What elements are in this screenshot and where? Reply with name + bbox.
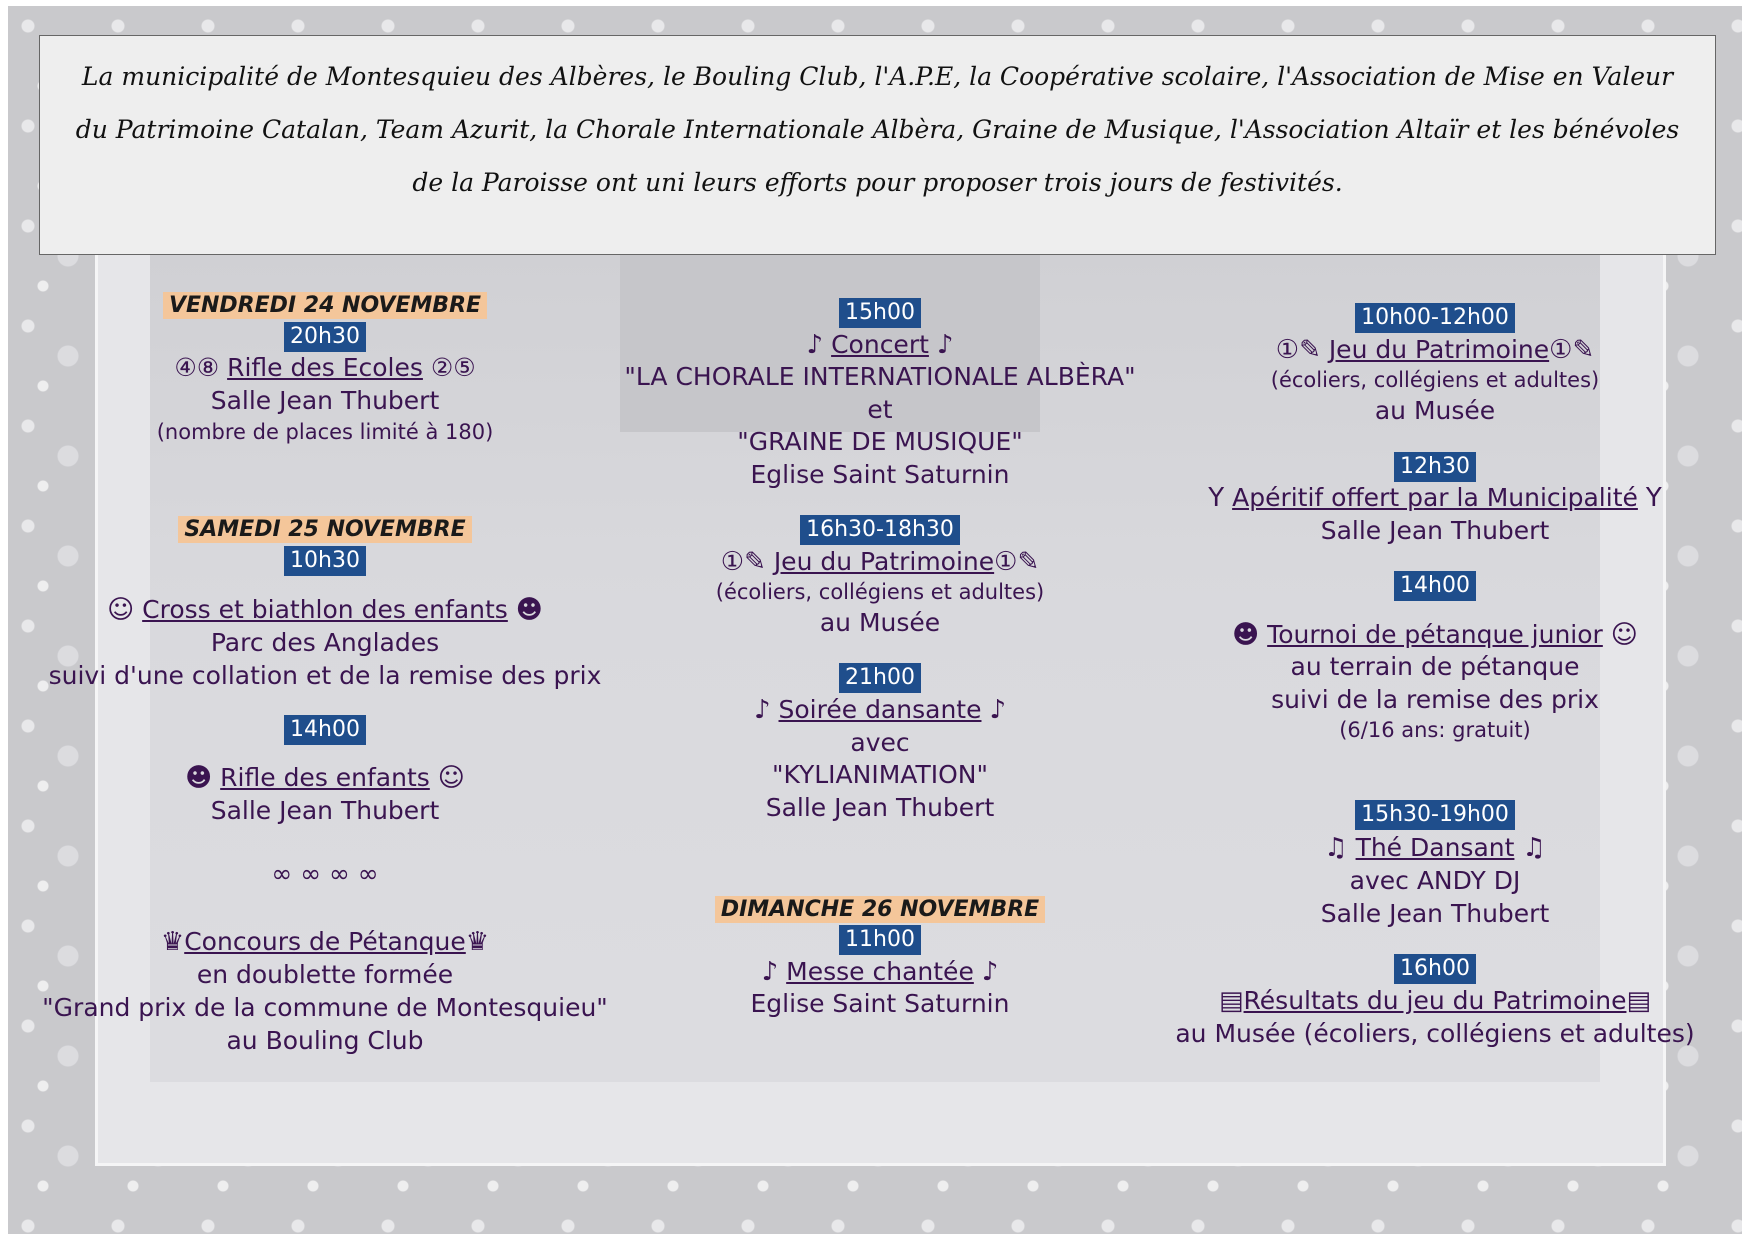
book-icon: ▤ <box>1218 986 1244 1016</box>
separator: ∞ ∞ ∞ ∞ <box>271 859 379 888</box>
time-badge: 15h00 <box>839 298 921 328</box>
time-badge: 14h00 <box>284 715 366 745</box>
event-line: avec ANDY DJ <box>1349 866 1521 895</box>
event-place: au Bouling Club <box>226 1026 424 1055</box>
smiley-icon: ☻ <box>1232 620 1260 650</box>
music-note-icon: ♪ <box>989 695 1007 725</box>
number-one-icon: ① <box>1549 335 1573 365</box>
event-line: "KYLIANIMATION" <box>771 760 988 789</box>
runner-icon: ☺ <box>107 595 135 625</box>
event-note: (nombre de places limité à 180) <box>156 420 494 444</box>
time-badge: 10h30 <box>284 546 366 576</box>
music-note-icon: ♪ <box>981 957 999 987</box>
book-icon: ▤ <box>1626 986 1652 1016</box>
event-line: (écoliers, collégiens et adultes) <box>715 580 1045 604</box>
pencil-icon: ✎ <box>744 547 766 577</box>
event-place: Salle Jean Thubert <box>765 793 995 822</box>
time-badge: 15h30-19h00 <box>1355 800 1515 830</box>
event-place: au Musée <box>819 608 941 637</box>
event-line: (écoliers, collégiens et adultes) <box>1270 368 1600 392</box>
event-title: Jeu du Patrimoine <box>1328 335 1550 364</box>
event-place: au Musée <box>1374 396 1496 425</box>
event-place: Salle Jean Thubert <box>210 796 440 825</box>
event-title: Apéritif offert par la Municipalité <box>1232 483 1638 512</box>
event-line: avec <box>850 728 910 757</box>
music-note-icon: ♪ <box>806 330 824 360</box>
number-one-icon: ① <box>1275 335 1300 365</box>
time-badge: 14h00 <box>1394 571 1476 601</box>
cocktail-glass-icon: Y <box>1645 483 1662 513</box>
music-note-icon: ♪ <box>936 330 954 360</box>
event-line: "Grand prix de la commune de Montesquieu" <box>42 993 608 1022</box>
cocktail-glass-icon: Y <box>1208 483 1225 513</box>
intro-box <box>39 35 1716 255</box>
time-badge: 21h00 <box>839 663 921 693</box>
event-place: Eglise Saint Saturnin <box>750 460 1010 489</box>
time-badge: 11h00 <box>839 925 921 955</box>
number-one-icon: ① <box>994 547 1018 577</box>
day-saturday: SAMEDI 25 NOVEMBRE <box>178 516 471 543</box>
smiley-icon: ☺ <box>437 763 465 793</box>
event-place: au Musée (écoliers, collégiens et adultes) <box>1175 1019 1695 1048</box>
time-badge: 16h30-18h30 <box>800 515 960 545</box>
event-place: Eglise Saint Saturnin <box>750 989 1010 1018</box>
event-title: Tournoi de pétanque junior <box>1267 620 1603 649</box>
pencil-icon: ✎ <box>1572 335 1595 365</box>
time-badge: 10h00-12h00 <box>1355 303 1515 333</box>
event-place: Salle Jean Thubert <box>210 386 440 415</box>
music-note-icon: ♪ <box>753 695 771 725</box>
event-place: Parc des Anglades <box>210 628 440 657</box>
number-one-icon: ① <box>720 547 745 577</box>
event-title: Jeu du Patrimoine <box>773 547 995 576</box>
event-title: Résultats du jeu du Patrimoine <box>1243 986 1627 1015</box>
decor-numbers: ②⑤ <box>430 353 476 382</box>
smiley-icon: ☻ <box>185 763 213 793</box>
event-line: et <box>867 395 893 424</box>
event-title: Concert <box>831 330 929 359</box>
event-line: "GRAINE DE MUSIQUE" <box>737 427 1023 456</box>
event-title: Cross et biathlon des enfants <box>142 595 508 624</box>
event-note: (6/16 ans: gratuit) <box>1339 718 1531 742</box>
intro-text: La municipalité de Montesquieu des Albères, le Bouling Club, l'A.P.E, la Coopérative scolaire, l'Association de Mise en Valeur du Patrimoine Catalan, Team Azurit, la Chorale Internationale Albèra, Graine de Musique, l'Association Altaïr et les bénévoles de la Paroisse ont uni leurs efforts pour proposer trois jours de festivités. <box>75 62 1680 197</box>
music-note-icon: ♫ <box>1324 833 1348 863</box>
music-note-icon: ♪ <box>761 957 779 987</box>
day-sunday: DIMANCHE 26 NOVEMBRE <box>715 896 1045 923</box>
event-line: "LA CHORALE INTERNATIONALE ALBÈRA" <box>624 362 1136 391</box>
event-line: en doublette formée <box>196 960 454 989</box>
event-line: suivi de la remise des prix <box>1271 685 1599 714</box>
event-title: Messe chantée <box>786 957 974 986</box>
event-title: Concours de Pétanque <box>184 927 466 956</box>
event-title: Rifle des enfants <box>220 763 430 792</box>
event-place: Salle Jean Thubert <box>1320 516 1550 545</box>
pencil-icon: ✎ <box>1299 335 1321 365</box>
event-line: au terrain de pétanque <box>1290 652 1580 681</box>
time-badge: 16h00 <box>1394 954 1476 984</box>
time-badge: 20h30 <box>284 322 366 352</box>
day-friday: VENDREDI 24 NOVEMBRE <box>163 292 487 319</box>
music-note-icon: ♫ <box>1522 833 1546 863</box>
decor-numbers: ④⑧ <box>174 353 220 382</box>
event-note: suivi d'une collation et de la remise des prix <box>48 661 602 690</box>
runner-icon: ☻ <box>515 595 543 625</box>
trophy-icon: ♛ <box>465 927 490 957</box>
event-title: Soirée dansante <box>778 695 982 724</box>
smiley-icon: ☺ <box>1610 620 1638 650</box>
trophy-icon: ♛ <box>160 927 185 957</box>
event-title: Thé Dansant <box>1355 833 1515 862</box>
time-badge: 12h30 <box>1394 452 1476 482</box>
event-title: Rifle des Ecoles <box>227 353 423 382</box>
pencil-icon: ✎ <box>1017 547 1040 577</box>
event-place: Salle Jean Thubert <box>1320 899 1550 928</box>
